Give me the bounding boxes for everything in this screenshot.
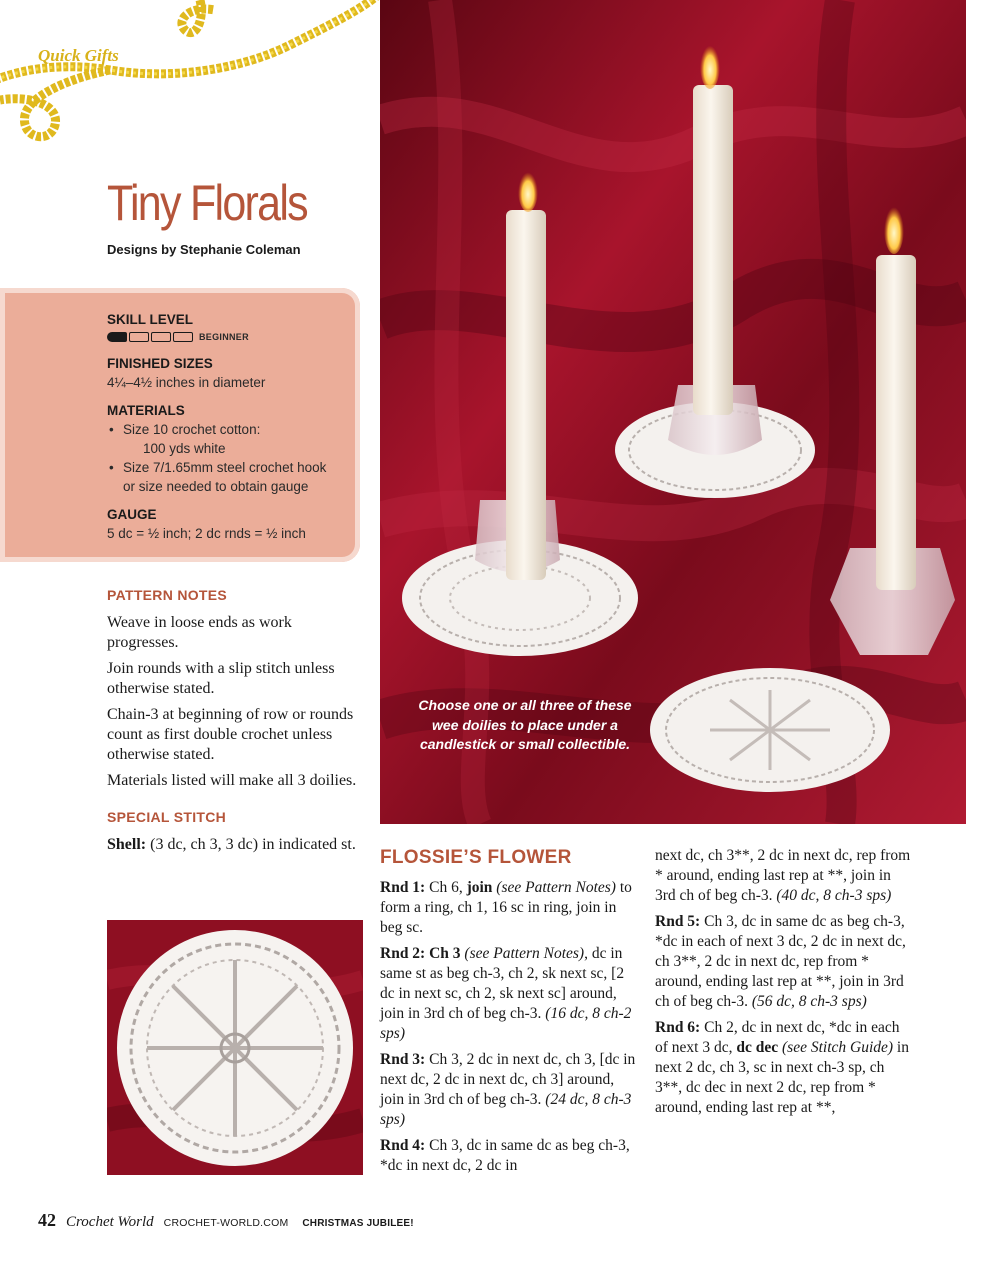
pattern-notes-column bbox=[107, 585, 362, 861]
materials-item-detail: 100 yds white bbox=[143, 441, 226, 456]
materials-heading: MATERIALS bbox=[107, 403, 185, 418]
pattern-title: FLOSSIE’S FLOWER bbox=[380, 847, 572, 868]
special-stitch-heading: SPECIAL STITCH bbox=[107, 809, 227, 825]
finished-sizes-value: 4¼–4½ inches in diameter bbox=[107, 375, 266, 390]
round-label: Rnd 2: Ch 3 bbox=[380, 945, 461, 962]
materials-list bbox=[107, 420, 352, 496]
page-footer bbox=[38, 1210, 414, 1231]
issue-name: CHRISTMAS JUBILEE! bbox=[302, 1218, 414, 1229]
round-label: Rnd 3: bbox=[380, 1051, 426, 1068]
round-4 bbox=[380, 1136, 642, 1176]
materials-item: • Size 7/1.65mm steel crochet hook bbox=[107, 458, 352, 477]
magazine-name: Crochet World bbox=[66, 1214, 154, 1230]
special-stitch-body: (3 dc, ch 3, 3 dc) in indicated st. bbox=[146, 836, 356, 853]
round-text: Ch 6, bbox=[425, 879, 467, 896]
round-count: (56 dc, 8 ch-3 sps) bbox=[751, 993, 867, 1010]
skill-level-heading: SKILL LEVEL bbox=[107, 312, 194, 327]
round-4-continued bbox=[655, 846, 915, 906]
round-text: next dc, ch 3**, 2 dc in next dc, rep from * around, ending last rep at **, join in 3rd ch of beg ch-3. bbox=[655, 847, 911, 904]
round-3 bbox=[380, 1050, 642, 1130]
skill-bar-filled bbox=[107, 332, 127, 342]
special-stitch-label: Shell: bbox=[107, 836, 147, 853]
skill-bar-empty bbox=[173, 332, 193, 342]
round-label: Rnd 5: bbox=[655, 913, 701, 930]
round-label: Rnd 4: bbox=[380, 1137, 426, 1154]
round-term: join bbox=[466, 879, 493, 896]
finished-sizes-heading: FINISHED SIZES bbox=[107, 356, 213, 371]
round-text: to form a ring, ch 1, 16 sc in ring, join in beg sc. bbox=[380, 879, 632, 936]
round-count: (16 dc, 8 ch-2 sps) bbox=[380, 1005, 632, 1042]
pattern-notes-heading: PATTERN NOTES bbox=[107, 587, 228, 603]
doily-closeup-photo bbox=[107, 920, 363, 1175]
round-text: in next 2 dc, ch 3, sc in next ch-3 sp, ch 3**, dc dec in next 2 dc, rep from * around, ending last rep at **, bbox=[655, 1039, 909, 1116]
pattern-note: Materials listed will make all 3 doilies. bbox=[107, 772, 357, 789]
round-count: (40 dc, 8 ch-3 sps) bbox=[776, 887, 892, 904]
section-tag: Quick Gifts bbox=[38, 46, 119, 65]
round-label: Rnd 6: bbox=[655, 1019, 701, 1036]
materials-item: • Size 10 crochet cotton: bbox=[107, 420, 352, 439]
skill-bar-empty bbox=[129, 332, 149, 342]
round-note: (see Stitch Guide) bbox=[778, 1039, 894, 1056]
pattern-note: Weave in loose ends as work progresses. bbox=[107, 614, 292, 651]
round-count: (24 dc, 8 ch-3 sps) bbox=[380, 1091, 632, 1128]
page-number: 42 bbox=[38, 1210, 56, 1230]
designer-byline: Designs by Stephanie Coleman bbox=[107, 242, 301, 257]
special-stitch-text bbox=[107, 835, 362, 855]
round-note: (see Pattern Notes) bbox=[460, 945, 585, 962]
materials-item-detail: or size needed to obtain gauge bbox=[123, 479, 309, 494]
round-6 bbox=[655, 1018, 915, 1118]
gauge-value: 5 dc = ½ inch; 2 dc rnds = ½ inch bbox=[107, 526, 306, 541]
pattern-column-2 bbox=[655, 846, 915, 1124]
round-label: Rnd 1: bbox=[380, 879, 426, 896]
pattern-note: Chain-3 at beginning of row or rounds count as first double crochet unless otherwise stated. bbox=[107, 706, 354, 763]
pattern-column-1 bbox=[380, 848, 642, 1182]
round-text: Ch 3, 2 dc in next dc, ch 3, [dc in next dc, 2 dc in next dc, ch 3] around, join in 3rd ch of beg ch-3. bbox=[380, 1051, 636, 1108]
page-title: Tiny Florals bbox=[107, 175, 307, 231]
gauge-heading: GAUGE bbox=[107, 507, 157, 522]
round-2 bbox=[380, 944, 642, 1044]
pattern-note: Join rounds with a slip stitch unless otherwise stated. bbox=[107, 660, 335, 697]
skill-bar-empty bbox=[151, 332, 171, 342]
round-text: , dc in same st as beg ch-3, ch 2, sk next sc, [2 dc in next sc, ch 2, sk next sc] around, join in 3rd ch of beg ch-3. bbox=[380, 945, 625, 1022]
skill-level-meter bbox=[107, 329, 352, 345]
round-term: dc dec bbox=[736, 1039, 779, 1056]
round-text: Ch 2, dc in next dc, *dc in each of next 3 dc, bbox=[655, 1019, 900, 1056]
round-note: (see Pattern Notes) bbox=[492, 879, 616, 896]
round-5 bbox=[655, 912, 915, 1012]
gold-rope-decoration bbox=[0, 0, 380, 150]
round-1 bbox=[380, 878, 642, 938]
round-text: Ch 3, dc in same dc as beg ch-3, *dc in next dc, 2 dc in bbox=[380, 1137, 630, 1174]
photo-caption: Choose one or all three of these wee doilies to place under a candlestick or small collectible. bbox=[418, 697, 632, 752]
skill-level-value: BEGINNER bbox=[199, 331, 249, 342]
round-text: Ch 3, dc in same dc as beg ch-3, *dc in each of next 3 dc, 2 dc in next dc, ch 3**, 2 dc in next dc, rep from * around, ending last rep at **, join in 3rd ch of beg ch-3. bbox=[655, 913, 906, 1010]
magazine-url: CROCHET-WORLD.COM bbox=[163, 1217, 289, 1229]
pattern-info-box bbox=[0, 288, 360, 562]
